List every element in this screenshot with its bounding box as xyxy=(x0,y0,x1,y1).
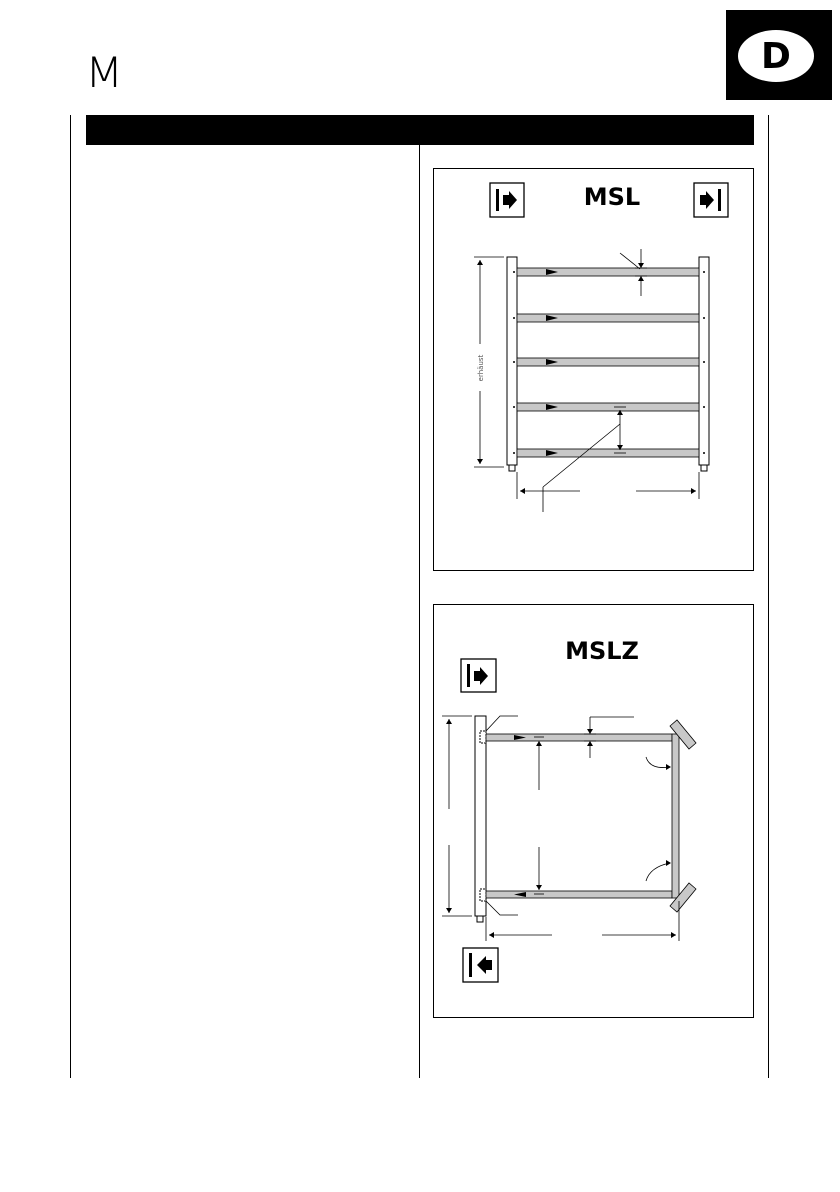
rail-spacing-dimension xyxy=(534,737,544,894)
section-header-bar xyxy=(86,115,754,145)
height-label: erhäust xyxy=(477,354,485,382)
door-stop-left-inward-icon xyxy=(463,948,498,982)
figure-msl xyxy=(433,168,754,571)
msl-diagram xyxy=(434,169,753,570)
mslz-diagram xyxy=(434,605,753,1017)
angle-marks xyxy=(646,757,671,881)
left-margin-line xyxy=(70,115,71,1078)
left-upright xyxy=(507,257,517,465)
upright xyxy=(475,716,486,916)
total-height-dimension xyxy=(442,716,472,916)
door-stop-left-icon xyxy=(461,659,496,692)
door-stop-right-icon xyxy=(694,183,728,217)
language-oval xyxy=(738,30,814,82)
total-depth-dimension xyxy=(486,901,679,941)
figure-title-msl: MSL xyxy=(583,183,641,211)
rails xyxy=(513,268,705,457)
language-badge xyxy=(726,10,832,100)
figure-title-mslz: MSLZ xyxy=(565,637,639,665)
figure-mslz xyxy=(433,604,754,1018)
rail-spacing-dimension xyxy=(543,407,626,512)
door-stop-left-icon xyxy=(490,183,524,217)
brand-logo: M xyxy=(85,48,122,97)
language-code: D xyxy=(761,35,791,77)
right-margin-line xyxy=(768,115,769,1078)
column-divider-line xyxy=(419,115,420,1078)
bracket-leaders xyxy=(486,716,518,915)
